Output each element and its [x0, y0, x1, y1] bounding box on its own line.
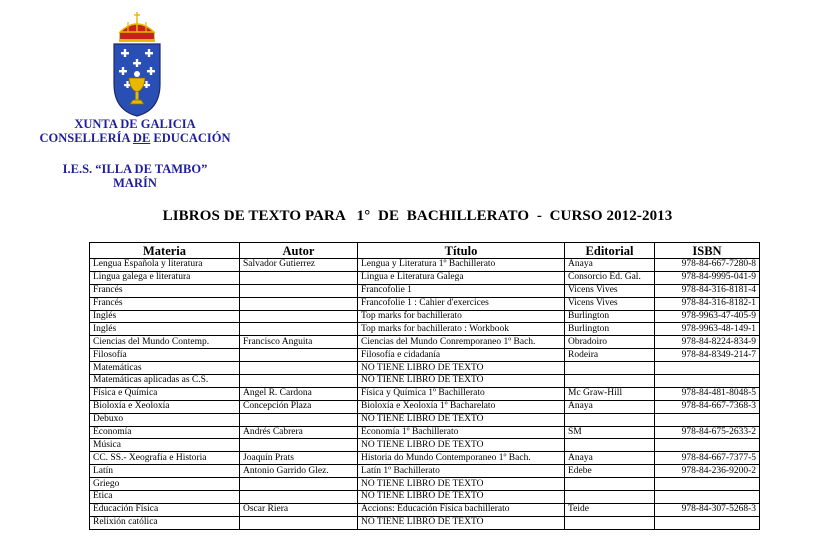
table-row: [90, 259, 760, 272]
materia-cell: Matemáticas aplicadas as C.S.: [90, 375, 240, 388]
titulo-cell: Ciencias del Mundo Conremporaneo 1º Bach.: [358, 336, 565, 349]
isbn-cell: [655, 413, 760, 426]
titulo-cell: Filosofía e cidadanía: [358, 349, 565, 362]
editorial-cell: Anaya: [565, 452, 655, 465]
isbn-cell: 978-9963-48-149-1: [655, 323, 760, 336]
materia-cell: Ciencias del Mundo Contemp.: [90, 336, 240, 349]
titulo-cell: Economía 1º Bachillerato: [358, 426, 565, 439]
materia-cell: Relixión católica: [90, 516, 240, 529]
titulo-cell: Francofolie 1 : Cahier d'exercices: [358, 297, 565, 310]
editorial-cell: Vicens Vives: [565, 297, 655, 310]
editorial-cell: Anaya: [565, 259, 655, 272]
materia-cell: Inglés: [90, 323, 240, 336]
editorial-cell: Mc Graw-Hill: [565, 387, 655, 400]
materia-cell: Música: [90, 439, 240, 452]
header-xunta: XUNTA DE GALICIA: [74, 117, 196, 131]
table-row: [90, 349, 760, 362]
editorial-cell: Teide: [565, 503, 655, 516]
materia-cell: Lingua galega e literatura: [90, 271, 240, 284]
materia-cell: Matemáticas: [90, 362, 240, 375]
isbn-cell: 978-84-667-7368-3: [655, 400, 760, 413]
materia-cell: Francés: [90, 297, 240, 310]
isbn-cell: 978-84-236-9200-2: [655, 465, 760, 478]
isbn-cell: 978-84-667-7377-5: [655, 452, 760, 465]
autor-cell: [240, 413, 358, 426]
editorial-cell: Edebe: [565, 465, 655, 478]
titulo-cell: NO TIENE LIBRO DE TEXTO: [358, 375, 565, 388]
isbn-cell: [655, 478, 760, 491]
isbn-cell: [655, 439, 760, 452]
autor-cell: Salvador Gutierrez: [240, 259, 358, 272]
table-row: [90, 452, 760, 465]
editorial-cell: [565, 375, 655, 388]
materia-cell: Bioloxía e Xeoloxía: [90, 400, 240, 413]
editorial-cell: Rodeira: [565, 349, 655, 362]
editorial-cell: [565, 413, 655, 426]
editorial-cell: [565, 516, 655, 529]
header-school: I.E.S. “ILLA DE TAMBO”: [62, 162, 208, 176]
titulo-cell: Top marks for bachillerato: [358, 310, 565, 323]
table-header-row: [90, 243, 760, 259]
table-row: [90, 297, 760, 310]
isbn-cell: 978-9963-47-405-9: [655, 310, 760, 323]
editorial-cell: Burlington: [565, 323, 655, 336]
table-row: [90, 284, 760, 297]
materia-cell: Economía: [90, 426, 240, 439]
table-row: [90, 465, 760, 478]
column-header-autor: Autor: [240, 243, 358, 259]
header-town: MARÍN: [113, 176, 157, 190]
materia-cell: Debuxo: [90, 413, 240, 426]
editorial-cell: Vicens Vives: [565, 284, 655, 297]
titulo-cell: NO TIENE LIBRO DE TEXTO: [358, 362, 565, 375]
titulo-cell: NO TIENE LIBRO DE TEXTO: [358, 516, 565, 529]
autor-cell: [240, 362, 358, 375]
table-row: [90, 387, 760, 400]
titulo-cell: NO TIENE LIBRO DE TEXTO: [358, 413, 565, 426]
editorial-cell: [565, 439, 655, 452]
table-row: [90, 491, 760, 504]
materia-cell: Inglés: [90, 310, 240, 323]
table-row: [90, 439, 760, 452]
autor-cell: Andrés Cabrera: [240, 426, 358, 439]
editorial-cell: Obradoiro: [565, 336, 655, 349]
materia-cell: Filosofía: [90, 349, 240, 362]
isbn-cell: 978-84-675-2633-2: [655, 426, 760, 439]
isbn-cell: 978-84-8224-834-9: [655, 336, 760, 349]
column-header-isbn: ISBN: [655, 243, 760, 259]
isbn-cell: [655, 375, 760, 388]
column-header-materia: Materia: [90, 243, 240, 259]
titulo-cell: Accions: Educación Física bachillerato: [358, 503, 565, 516]
table-row: [90, 271, 760, 284]
table-row: [90, 478, 760, 491]
materia-cell: Francés: [90, 284, 240, 297]
autor-cell: [240, 349, 358, 362]
autor-cell: Francisco Anguita: [240, 336, 358, 349]
isbn-cell: 978-84-667-7280-8: [655, 259, 760, 272]
isbn-cell: 978-84-307-5268-3: [655, 503, 760, 516]
table-row: [90, 516, 760, 529]
isbn-cell: [655, 516, 760, 529]
autor-cell: [240, 310, 358, 323]
isbn-cell: [655, 362, 760, 375]
materia-cell: Griego: [90, 478, 240, 491]
materia-cell: Latín: [90, 465, 240, 478]
isbn-cell: 978-84-316-8181-4: [655, 284, 760, 297]
table-row: [90, 400, 760, 413]
isbn-cell: 978-84-316-8182-1: [655, 297, 760, 310]
titulo-cell: Bioloxía e Xeoloxía 1º Bacharelato: [358, 400, 565, 413]
materia-cell: CC. SS.- Xeografía e Historia: [90, 452, 240, 465]
titulo-cell: Historia do Mundo Contemporaneo 1º Bach.: [358, 452, 565, 465]
table-row: [90, 362, 760, 375]
titulo-cell: Top marks for bachillerato : Workbook: [358, 323, 565, 336]
materia-cell: Educación Física: [90, 503, 240, 516]
titulo-cell: NO TIENE LIBRO DE TEXTO: [358, 478, 565, 491]
autor-cell: Angel R. Cardona: [240, 387, 358, 400]
table-row: [90, 426, 760, 439]
header-conselleria-post: EDUCACIÓN: [150, 131, 231, 145]
editorial-cell: [565, 362, 655, 375]
titulo-cell: Francofolie 1: [358, 284, 565, 297]
autor-cell: Joaquín Prats: [240, 452, 358, 465]
table-row: [90, 375, 760, 388]
autor-cell: [240, 516, 358, 529]
table-row: [90, 323, 760, 336]
materia-cell: Etica: [90, 491, 240, 504]
autor-cell: [240, 271, 358, 284]
table-row: [90, 503, 760, 516]
materia-cell: Lengua Española y literatura: [90, 259, 240, 272]
table-row: [90, 310, 760, 323]
isbn-cell: 978-84-481-8048-5: [655, 387, 760, 400]
autor-cell: [240, 439, 358, 452]
titulo-cell: Lingua e Literatura Galega: [358, 271, 565, 284]
table-row: [90, 336, 760, 349]
header-conselleria: [20, 131, 250, 145]
textbooks-table: [89, 242, 760, 530]
autor-cell: [240, 284, 358, 297]
autor-cell: Oscar Riera: [240, 503, 358, 516]
titulo-cell: NO TIENE LIBRO DE TEXTO: [358, 491, 565, 504]
editorial-cell: SM: [565, 426, 655, 439]
table-row: [90, 413, 760, 426]
titulo-cell: NO TIENE LIBRO DE TEXTO: [358, 439, 565, 452]
autor-cell: [240, 478, 358, 491]
autor-cell: Concepción Plaza: [240, 400, 358, 413]
autor-cell: [240, 323, 358, 336]
editorial-cell: [565, 478, 655, 491]
editorial-cell: Consorcio Ed. Gal.: [565, 271, 655, 284]
autor-cell: [240, 297, 358, 310]
isbn-cell: [655, 491, 760, 504]
titulo-cell: Latín 1º Bachillerato: [358, 465, 565, 478]
column-header-editorial: Editorial: [565, 243, 655, 259]
isbn-cell: 978-84-9995-041-9: [655, 271, 760, 284]
header-conselleria-pre: CONSELLERÍA: [39, 131, 133, 145]
materia-cell: Física e Química: [90, 387, 240, 400]
editorial-cell: [565, 491, 655, 504]
galicia-coat-of-arms-icon: [110, 12, 164, 118]
autor-cell: [240, 491, 358, 504]
autor-cell: [240, 375, 358, 388]
editorial-cell: Anaya: [565, 400, 655, 413]
editorial-cell: Burlington: [565, 310, 655, 323]
titulo-cell: Física y Química 1º Bachillerato: [358, 387, 565, 400]
header-conselleria-underlined: DE: [132, 131, 151, 145]
autor-cell: Antonio Garrido Glez.: [240, 465, 358, 478]
titulo-cell: Lengua y Literatura 1º Bachillerato: [358, 259, 565, 272]
document-title: LIBROS DE TEXTO PARA 1° DE BACHILLERATO - CURSO 2012-2013: [162, 208, 673, 224]
column-header-titulo: Título: [358, 243, 565, 259]
isbn-cell: 978-84-8349-214-7: [655, 349, 760, 362]
